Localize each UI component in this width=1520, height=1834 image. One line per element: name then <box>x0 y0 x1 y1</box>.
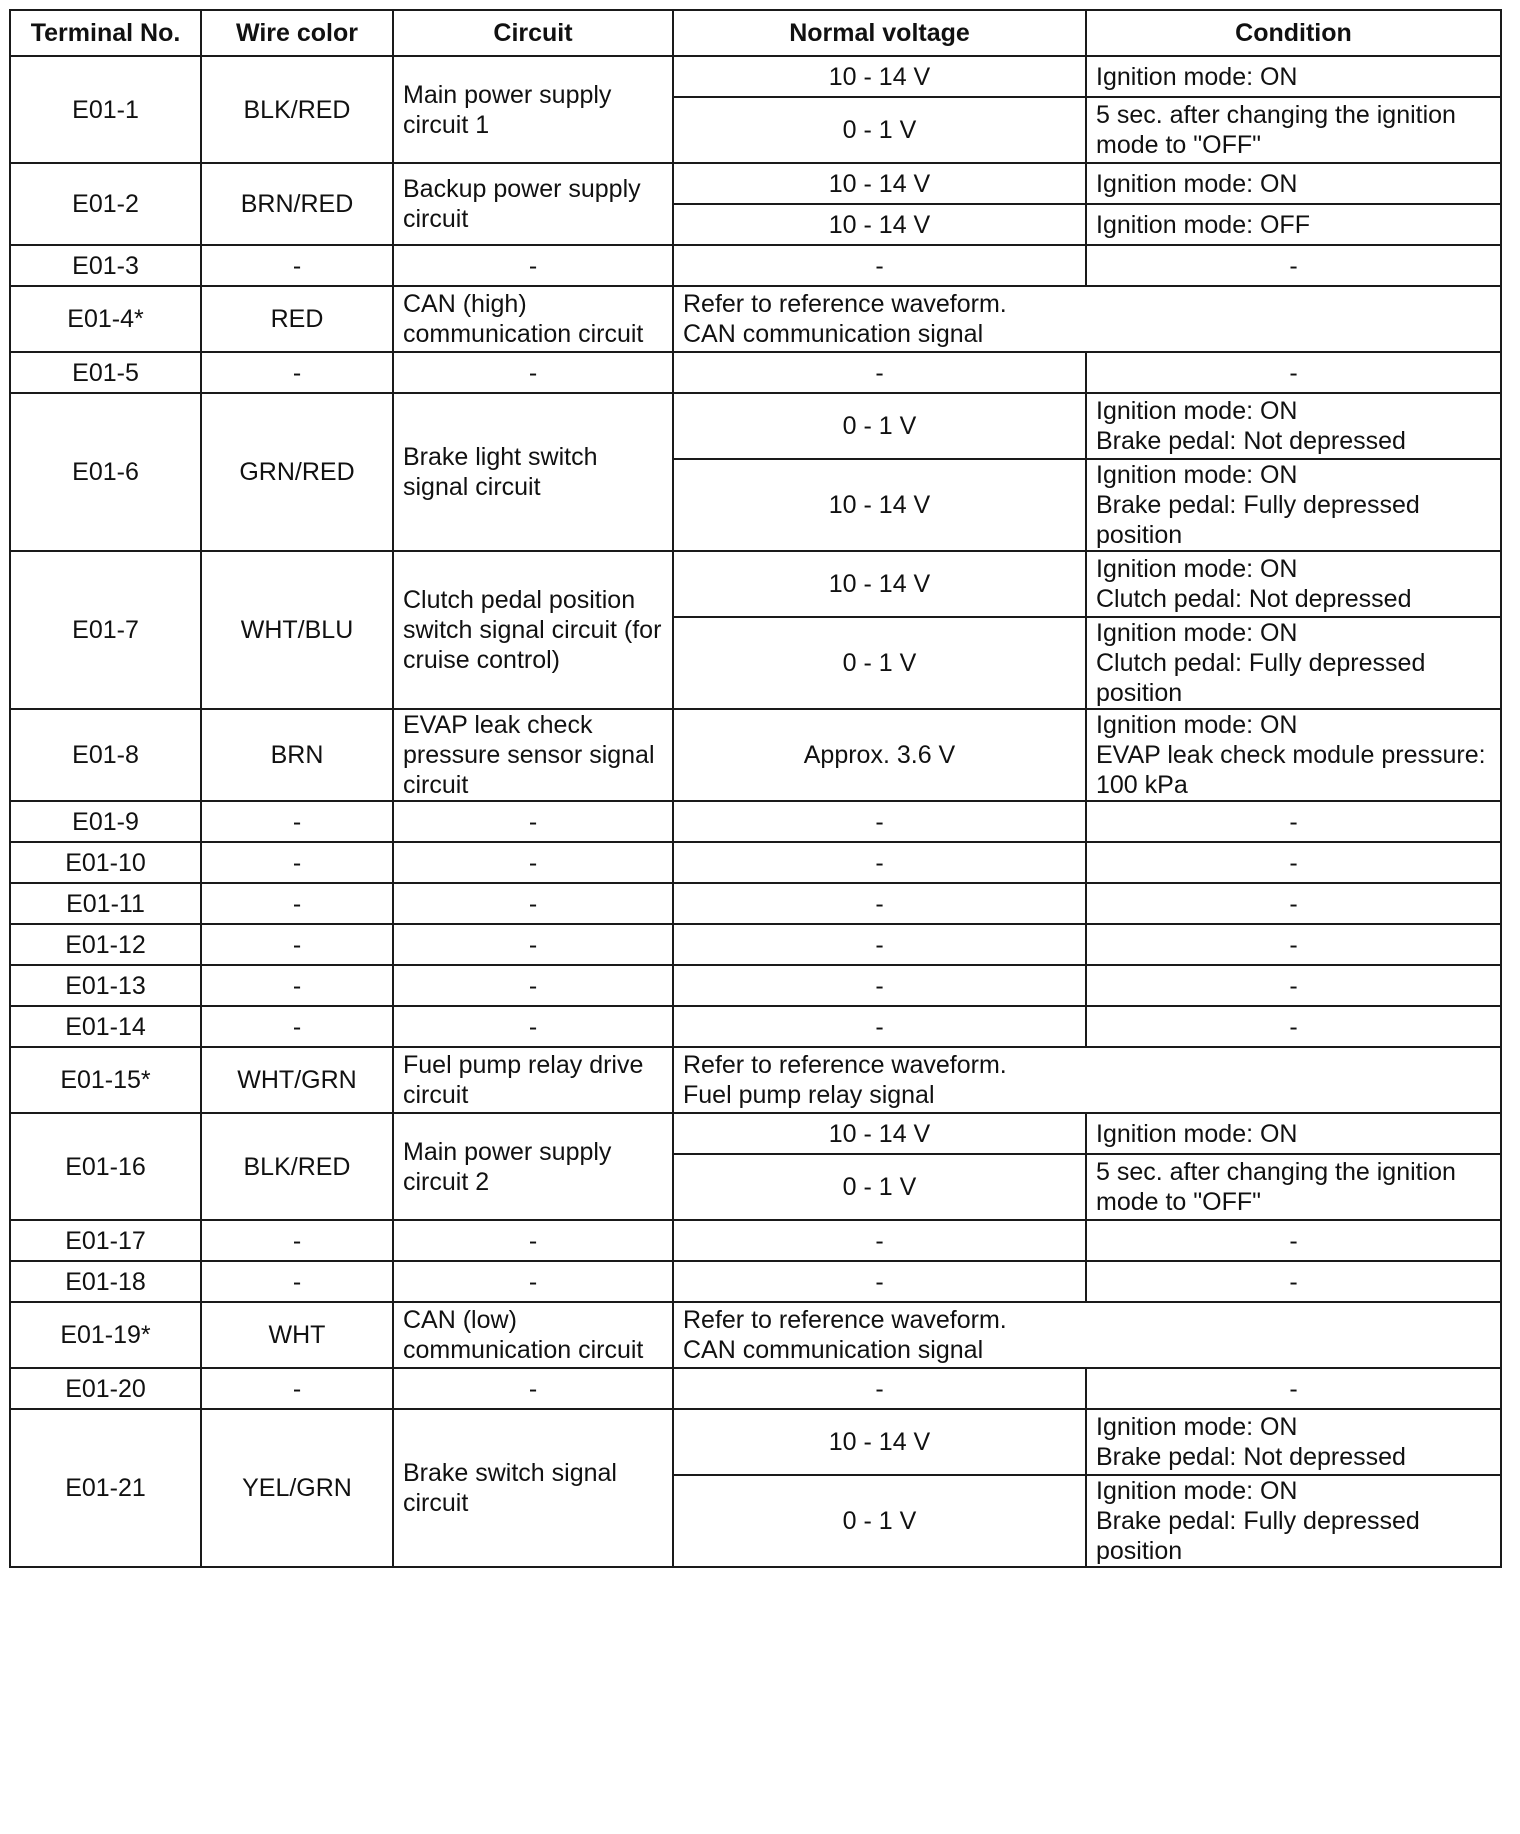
circuit-cell: Brake light switch signal circuit <box>393 393 673 551</box>
header-condition: Condition <box>1086 10 1501 56</box>
condition-cell: Ignition mode: ON <box>1086 1113 1501 1154</box>
terminal-cell: E01-9 <box>10 801 201 842</box>
condition-cell: - <box>1086 883 1501 924</box>
wire-color-cell: BRN <box>201 709 393 801</box>
terminal-cell: E01-4* <box>10 286 201 352</box>
condition-cell: Ignition mode: ON Clutch pedal: Not depressed <box>1086 551 1501 617</box>
normal-voltage-cell: 10 - 14 V <box>673 459 1086 551</box>
condition-cell: - <box>1086 1006 1501 1047</box>
waveform-reference-cell: Refer to reference waveform. Fuel pump relay signal <box>673 1047 1501 1113</box>
table-row <box>10 965 1501 1006</box>
circuit-cell: - <box>393 965 673 1006</box>
circuit-cell: Fuel pump relay drive circuit <box>393 1047 673 1113</box>
terminal-cell: E01-5 <box>10 352 201 393</box>
table-row <box>10 1047 1501 1113</box>
wire-color-cell: - <box>201 1220 393 1261</box>
wire-color-cell: GRN/RED <box>201 393 393 551</box>
normal-voltage-cell: 10 - 14 V <box>673 1409 1086 1475</box>
normal-voltage-cell: Approx. 3.6 V <box>673 709 1086 801</box>
table-row <box>10 1220 1501 1261</box>
normal-voltage-cell: - <box>673 924 1086 965</box>
wire-color-cell: - <box>201 842 393 883</box>
wire-color-cell: RED <box>201 286 393 352</box>
wire-color-cell: - <box>201 1261 393 1302</box>
header-normal-voltage: Normal voltage <box>673 10 1086 56</box>
normal-voltage-cell: 0 - 1 V <box>673 97 1086 163</box>
terminal-cell: E01-10 <box>10 842 201 883</box>
normal-voltage-cell: 10 - 14 V <box>673 163 1086 204</box>
condition-cell: Ignition mode: OFF <box>1086 204 1501 245</box>
terminal-cell: E01-2 <box>10 163 201 245</box>
normal-voltage-cell: 0 - 1 V <box>673 1154 1086 1220</box>
condition-cell: - <box>1086 801 1501 842</box>
table-row <box>10 1302 1501 1368</box>
terminal-cell: E01-19* <box>10 1302 201 1368</box>
header-wire-color: Wire color <box>201 10 393 56</box>
condition-cell: Ignition mode: ON <box>1086 163 1501 204</box>
normal-voltage-cell: 10 - 14 V <box>673 56 1086 97</box>
table-row <box>10 393 1501 459</box>
circuit-cell: - <box>393 1006 673 1047</box>
wire-color-cell: - <box>201 352 393 393</box>
terminal-cell: E01-3 <box>10 245 201 286</box>
circuit-cell: Main power supply circuit 1 <box>393 56 673 163</box>
terminal-cell: E01-1 <box>10 56 201 163</box>
table-row <box>10 551 1501 617</box>
terminal-voltage-table <box>9 9 1502 1568</box>
wire-color-cell: YEL/GRN <box>201 1409 393 1567</box>
condition-cell: - <box>1086 842 1501 883</box>
waveform-reference-cell: Refer to reference waveform. CAN communication signal <box>673 1302 1501 1368</box>
condition-cell: - <box>1086 1261 1501 1302</box>
condition-cell: - <box>1086 924 1501 965</box>
normal-voltage-cell: - <box>673 801 1086 842</box>
wire-color-cell: - <box>201 245 393 286</box>
table-row <box>10 1006 1501 1047</box>
normal-voltage-cell: - <box>673 1368 1086 1409</box>
circuit-cell: - <box>393 1368 673 1409</box>
circuit-cell: - <box>393 352 673 393</box>
terminal-cell: E01-18 <box>10 1261 201 1302</box>
normal-voltage-cell: 0 - 1 V <box>673 617 1086 709</box>
wire-color-cell: BRN/RED <box>201 163 393 245</box>
waveform-reference-cell: Refer to reference waveform. CAN communication signal <box>673 286 1501 352</box>
normal-voltage-cell: - <box>673 965 1086 1006</box>
wire-color-cell: - <box>201 801 393 842</box>
normal-voltage-cell: - <box>673 1220 1086 1261</box>
terminal-cell: E01-7 <box>10 551 201 709</box>
table-row <box>10 883 1501 924</box>
terminal-cell: E01-14 <box>10 1006 201 1047</box>
condition-cell: Ignition mode: ON Brake pedal: Not depressed <box>1086 393 1501 459</box>
table-row <box>10 286 1501 352</box>
terminal-cell: E01-6 <box>10 393 201 551</box>
terminal-cell: E01-17 <box>10 1220 201 1261</box>
wire-color-cell: - <box>201 1368 393 1409</box>
wire-color-cell: - <box>201 965 393 1006</box>
table-row <box>10 709 1501 801</box>
table-row <box>10 163 1501 204</box>
wire-color-cell: - <box>201 924 393 965</box>
header-circuit: Circuit <box>393 10 673 56</box>
table-row <box>10 1261 1501 1302</box>
terminal-cell: E01-16 <box>10 1113 201 1220</box>
condition-cell: - <box>1086 1220 1501 1261</box>
normal-voltage-cell: - <box>673 842 1086 883</box>
table-row <box>10 1368 1501 1409</box>
condition-cell: Ignition mode: ON Clutch pedal: Fully depressed position <box>1086 617 1501 709</box>
condition-cell: Ignition mode: ON EVAP leak check module pressure: 100 kPa <box>1086 709 1501 801</box>
terminal-cell: E01-15* <box>10 1047 201 1113</box>
condition-cell: - <box>1086 965 1501 1006</box>
circuit-cell: Clutch pedal position switch signal circuit (for cruise control) <box>393 551 673 709</box>
normal-voltage-cell: - <box>673 352 1086 393</box>
terminal-cell: E01-8 <box>10 709 201 801</box>
table-row <box>10 352 1501 393</box>
table-row <box>10 1113 1501 1154</box>
wire-color-cell: - <box>201 1006 393 1047</box>
circuit-cell: Backup power supply circuit <box>393 163 673 245</box>
wire-color-cell: BLK/RED <box>201 56 393 163</box>
table-row <box>10 801 1501 842</box>
table-body <box>10 56 1501 1567</box>
normal-voltage-cell: - <box>673 883 1086 924</box>
table-header-row <box>10 10 1501 56</box>
wire-color-cell: WHT/GRN <box>201 1047 393 1113</box>
table-row <box>10 1409 1501 1475</box>
condition-cell: 5 sec. after changing the ignition mode to "OFF" <box>1086 1154 1501 1220</box>
circuit-cell: Main power supply circuit 2 <box>393 1113 673 1220</box>
header-terminal-no: Terminal No. <box>10 10 201 56</box>
condition-cell: - <box>1086 245 1501 286</box>
wire-color-cell: - <box>201 883 393 924</box>
wire-color-cell: BLK/RED <box>201 1113 393 1220</box>
normal-voltage-cell: - <box>673 1006 1086 1047</box>
normal-voltage-cell: - <box>673 1261 1086 1302</box>
wire-color-cell: WHT/BLU <box>201 551 393 709</box>
circuit-cell: - <box>393 924 673 965</box>
terminal-cell: E01-12 <box>10 924 201 965</box>
condition-cell: Ignition mode: ON Brake pedal: Not depressed <box>1086 1409 1501 1475</box>
normal-voltage-cell: 0 - 1 V <box>673 1475 1086 1567</box>
condition-cell: 5 sec. after changing the ignition mode to "OFF" <box>1086 97 1501 163</box>
table-row <box>10 842 1501 883</box>
condition-cell: Ignition mode: ON <box>1086 56 1501 97</box>
circuit-cell: - <box>393 842 673 883</box>
normal-voltage-cell: - <box>673 245 1086 286</box>
circuit-cell: - <box>393 1220 673 1261</box>
table-row <box>10 56 1501 97</box>
circuit-cell: CAN (high) communication circuit <box>393 286 673 352</box>
normal-voltage-cell: 10 - 14 V <box>673 551 1086 617</box>
normal-voltage-cell: 10 - 14 V <box>673 1113 1086 1154</box>
circuit-cell: Brake switch signal circuit <box>393 1409 673 1567</box>
normal-voltage-cell: 0 - 1 V <box>673 393 1086 459</box>
terminal-cell: E01-21 <box>10 1409 201 1567</box>
condition-cell: Ignition mode: ON Brake pedal: Fully depressed position <box>1086 1475 1501 1567</box>
circuit-cell: - <box>393 245 673 286</box>
normal-voltage-cell: 10 - 14 V <box>673 204 1086 245</box>
condition-cell: Ignition mode: ON Brake pedal: Fully depressed position <box>1086 459 1501 551</box>
circuit-cell: EVAP leak check pressure sensor signal circuit <box>393 709 673 801</box>
terminal-cell: E01-11 <box>10 883 201 924</box>
condition-cell: - <box>1086 352 1501 393</box>
wire-color-cell: WHT <box>201 1302 393 1368</box>
terminal-cell: E01-13 <box>10 965 201 1006</box>
table-row <box>10 924 1501 965</box>
circuit-cell: CAN (low) communication circuit <box>393 1302 673 1368</box>
condition-cell: - <box>1086 1368 1501 1409</box>
terminal-cell: E01-20 <box>10 1368 201 1409</box>
circuit-cell: - <box>393 801 673 842</box>
circuit-cell: - <box>393 1261 673 1302</box>
circuit-cell: - <box>393 883 673 924</box>
table-row <box>10 245 1501 286</box>
